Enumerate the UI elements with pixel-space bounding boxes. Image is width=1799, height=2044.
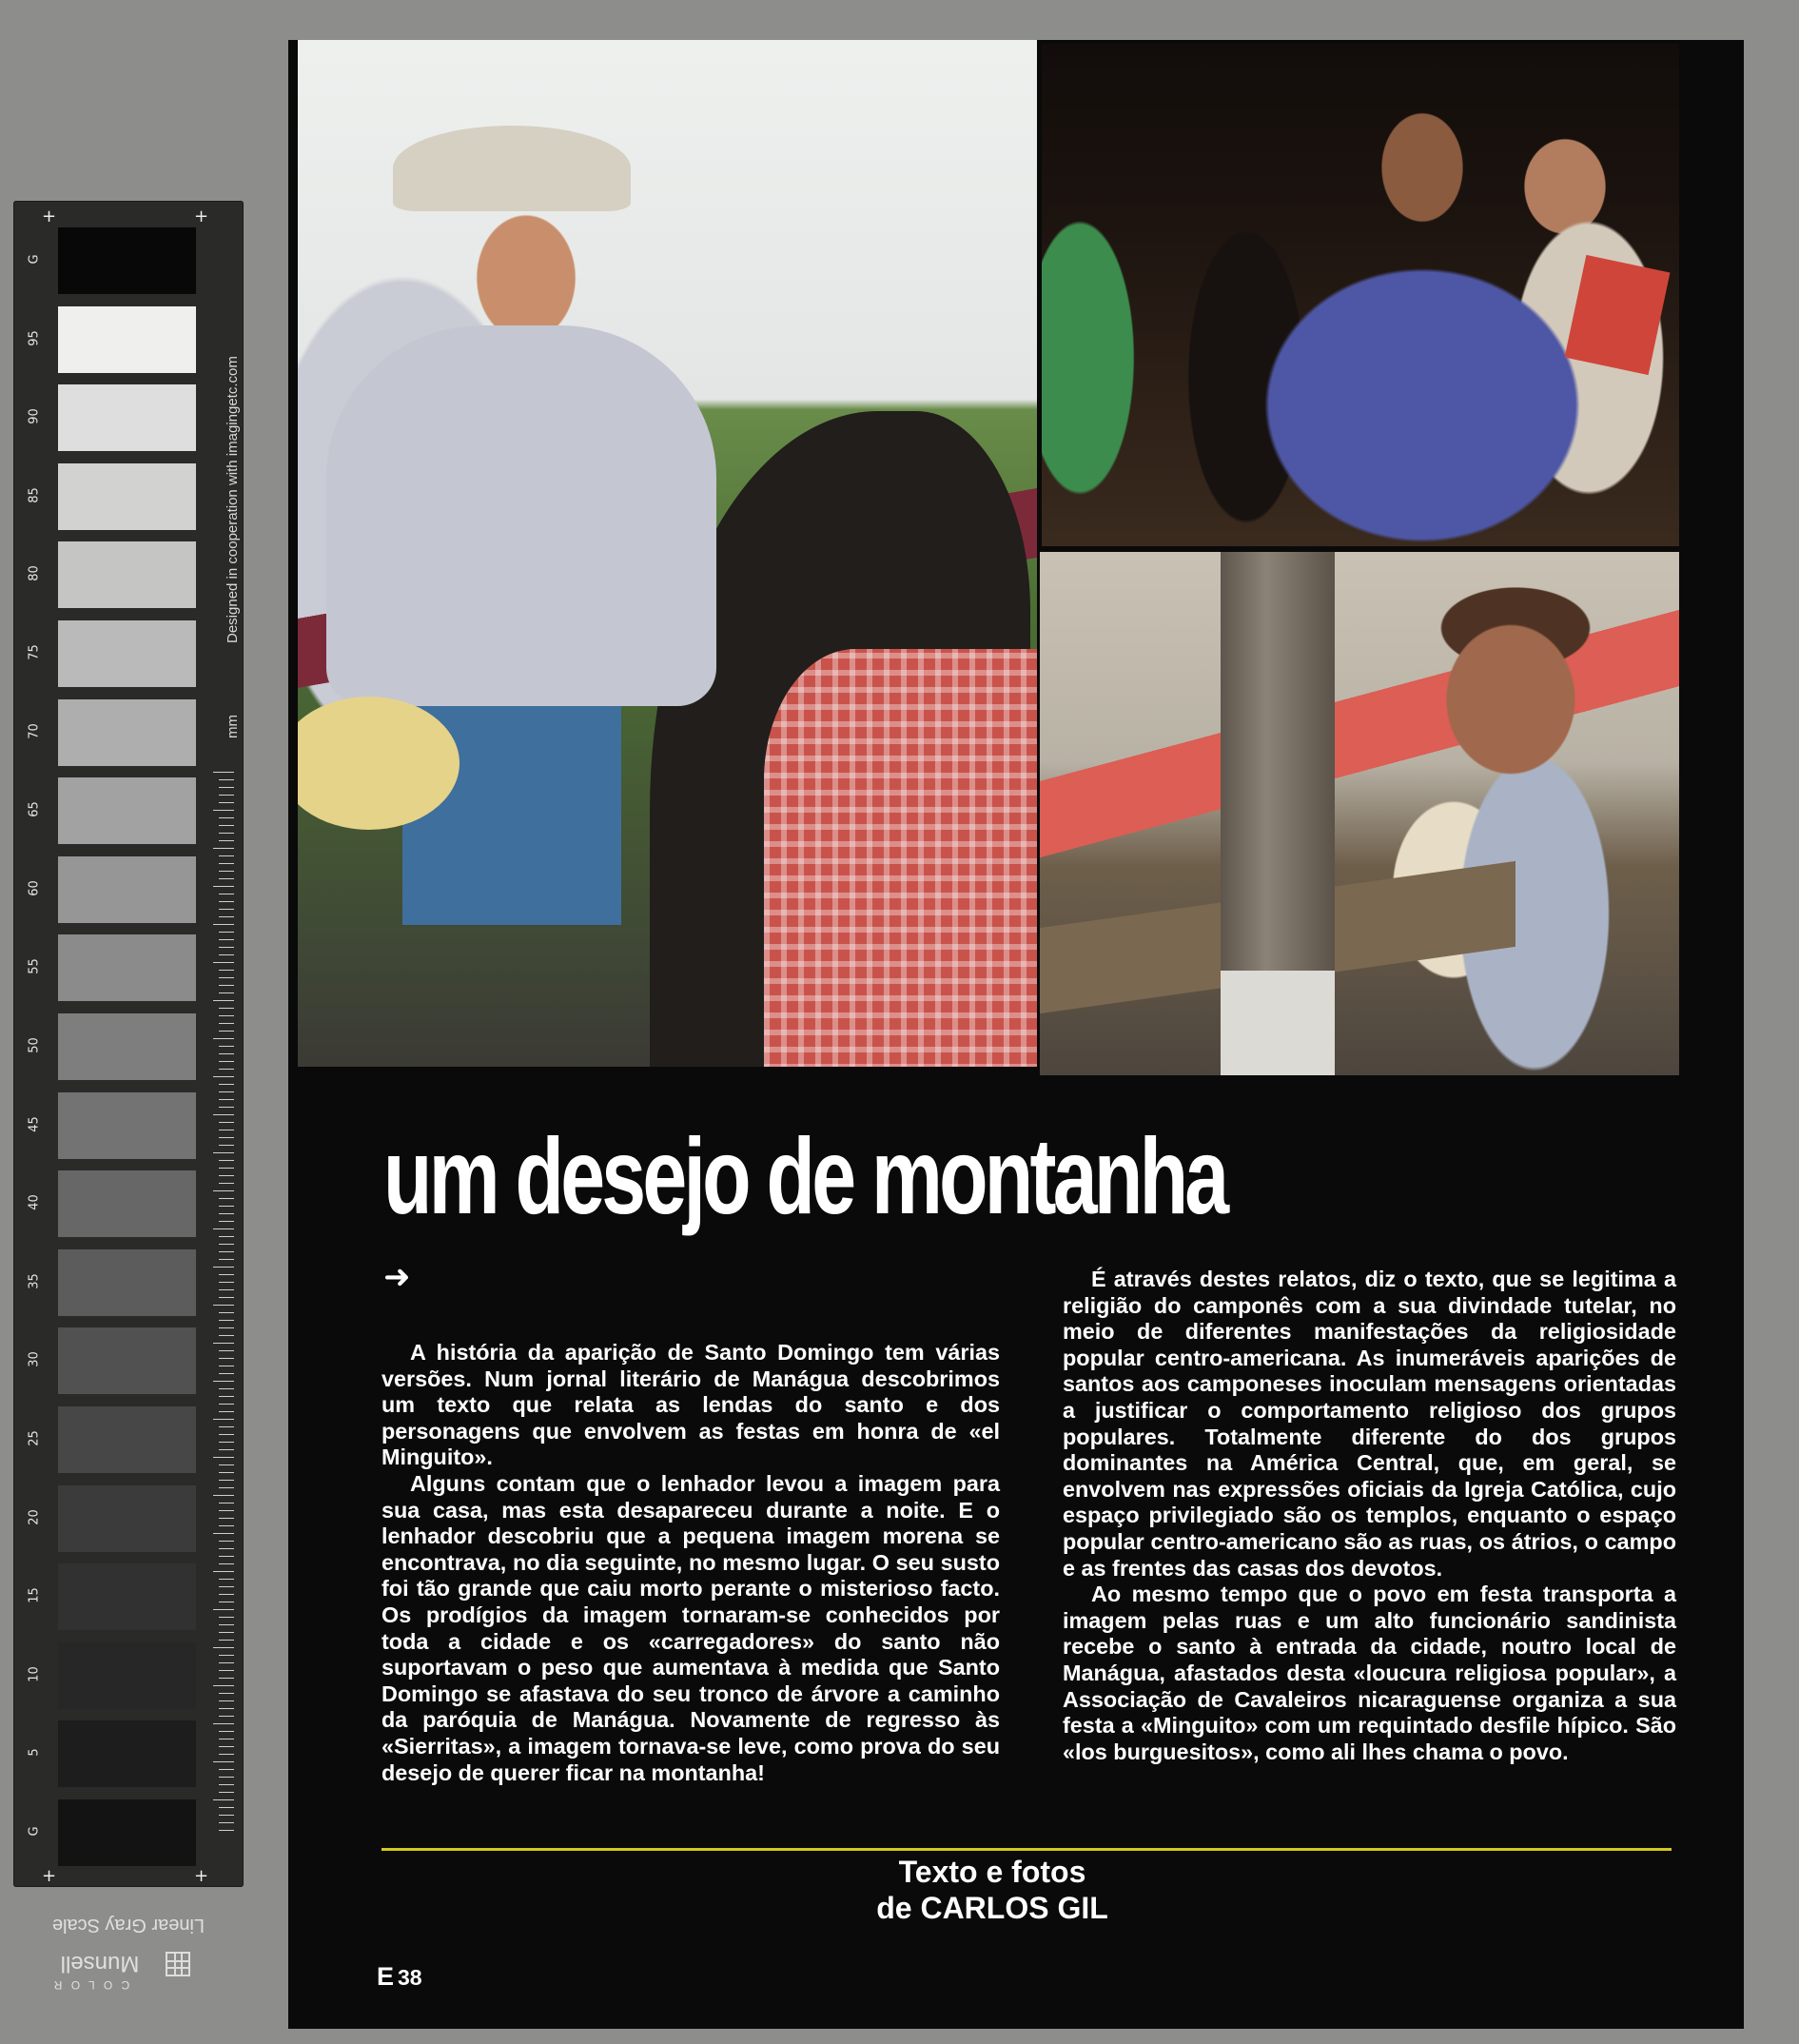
gray-chip-label: 5 [27, 1748, 42, 1758]
right-column [1063, 1267, 1676, 1765]
cowboy-hat-shape [393, 126, 631, 211]
photo-horseman [298, 40, 1037, 1067]
gray-chip [58, 1249, 196, 1316]
gray-chip-label: G [27, 254, 42, 265]
gray-chip [58, 856, 196, 923]
gray-chip [58, 1170, 196, 1237]
scale-unit: mm [225, 715, 241, 738]
gray-chip [58, 699, 196, 766]
gray-chip [58, 1563, 196, 1630]
brand-name: Munsell [60, 1951, 140, 1976]
gray-chip [58, 1642, 196, 1709]
gray-chip-label: 10 [27, 1666, 42, 1682]
gray-chip-label: 45 [27, 1115, 42, 1132]
gray-chip-label: 25 [27, 1430, 42, 1446]
gray-chip [58, 1799, 196, 1866]
gray-chip-label: 80 [27, 565, 42, 582]
gray-chip-label: 50 [27, 1037, 42, 1053]
shirt-shape [326, 325, 716, 706]
gray-chip-label: 65 [27, 801, 42, 817]
left-column [381, 1340, 1000, 1786]
plus-mark: + [42, 1866, 57, 1886]
gray-chip-label: 30 [27, 1351, 42, 1368]
gray-chip-label: 40 [27, 1194, 42, 1210]
gray-chip-label: 15 [27, 1587, 42, 1603]
gray-chip [58, 227, 196, 294]
paragraph: A história da aparição de Santo Domingo tem várias versões. Num jornal literário de Manágua descobrimos um texto que relata as lendas do santo e dos personagens que envolvem as festas em honra de «el Minguito». [381, 1340, 1000, 1470]
gray-chip-label: 75 [27, 644, 42, 660]
plus-mark: + [194, 1866, 209, 1886]
gray-chip-label: 70 [27, 722, 42, 739]
gray-chip-label: 90 [27, 408, 42, 424]
mm-ruler [219, 772, 234, 1838]
gray-chip-label: 55 [27, 958, 42, 975]
photo-girl-watermelon [1040, 552, 1679, 1075]
scale-title: Linear Gray Scale [51, 1915, 205, 1936]
plus-mark: + [194, 206, 209, 226]
magazine-page [288, 40, 1744, 2029]
gray-chip [58, 777, 196, 844]
gray-chip [58, 934, 196, 1001]
gray-chip [58, 1092, 196, 1159]
plaid-shirt-shape [764, 649, 1037, 1067]
plus-mark: + [42, 206, 57, 226]
page-number-value: 38 [398, 1965, 422, 1990]
gray-chip [58, 306, 196, 373]
gray-chip [58, 1327, 196, 1394]
gray-chip [58, 384, 196, 451]
scale-credit: Designed in cooperation with imagingetc.com [225, 356, 241, 643]
gray-scale-card [13, 201, 244, 1992]
gray-chip-label: 60 [27, 880, 42, 896]
paragraph: Alguns contam que o lenhador levou a imagem para sua casa, mas esta desapareceu durante a noite. E o lenhador descobriu que a pequena imagem morena se encontrava, no dia seguinte, no mesmo lugar. O seu susto foi tão grande que caiu morto perante o misterioso facto. Os prodígios da imagem tornaram-se conhecidos por toda a cidade e os «carregadores» do santo não suportavam o peso que aumentava à medida que Santo Domingo se afastava do seu tronco de árvore a caminho da paróquia de Manágua. Novamente de regresso às «Sierritas», a imagem tornava-se leve, como prova do seu desejo de querer ficar na montanha! [381, 1470, 1000, 1785]
red-book-shape [1565, 255, 1671, 375]
arrow-right-icon: ➜ [383, 1258, 411, 1296]
paragraph: Ao mesmo tempo que o povo em festa transporta a imagem pelas ruas e um alto funcionário sandinista recebe o santo à entrada da cidade, noutro local de Manágua, afastados desta «loucura religiosa popular», a Associação de Cavaleiros nicaraguense organiza a sua festa a «Minguito» com um requintado desfile hípico. São «los burguesitos», como ali lhes chama o povo. [1063, 1582, 1676, 1764]
gray-chip-label: 85 [27, 487, 42, 503]
gray-chip [58, 463, 196, 530]
gray-chip-label: 35 [27, 1273, 42, 1289]
gray-chip [58, 541, 196, 608]
gray-chip-label: G [27, 1826, 42, 1837]
gray-chip [58, 1013, 196, 1080]
gray-chip-label: 20 [27, 1508, 42, 1525]
gray-chip [58, 1720, 196, 1787]
yellow-rule [381, 1848, 1672, 1851]
gray-chip [58, 1406, 196, 1473]
photo-woman-with-saint [1042, 44, 1679, 546]
paragraph: É através destes relatos, diz o texto, que se legitima a religião do camponês com a sua divindade tutelar, no meio de diferentes manifestações da religiosidade popular centro-americana. As inumeráveis aparições de santos aos camponeses inoculam mensagens orientadas a justificar o comportamento religioso dos grupos populares. Totalmente diferente do dos grupos dominantes na América Central, que, em geral, se envolvem nas expressões oficiais da Igreja Católica, cujo espaço privilegiado são os templos, enquanto o espaço popular centro-americano são as ruas, os átrios, o campo e as frentes das casas dos devotos. [1063, 1267, 1676, 1581]
brand-sub: C O L O R [50, 1978, 130, 1992]
gray-chips [58, 227, 212, 1877]
page-number [377, 1962, 422, 1992]
byline [745, 1854, 1240, 1926]
byline-line-1: Texto e fotos [898, 1855, 1086, 1889]
magazine-logo-letter: E [377, 1962, 395, 1991]
gray-chip-label: 95 [27, 329, 42, 346]
headline: um desejo de montanha [383, 1116, 1226, 1236]
gray-chip [58, 620, 196, 687]
byline-line-2: de CARLOS GIL [876, 1891, 1108, 1925]
tree-trunk-shape [1221, 552, 1335, 1075]
gray-chip [58, 1485, 196, 1552]
